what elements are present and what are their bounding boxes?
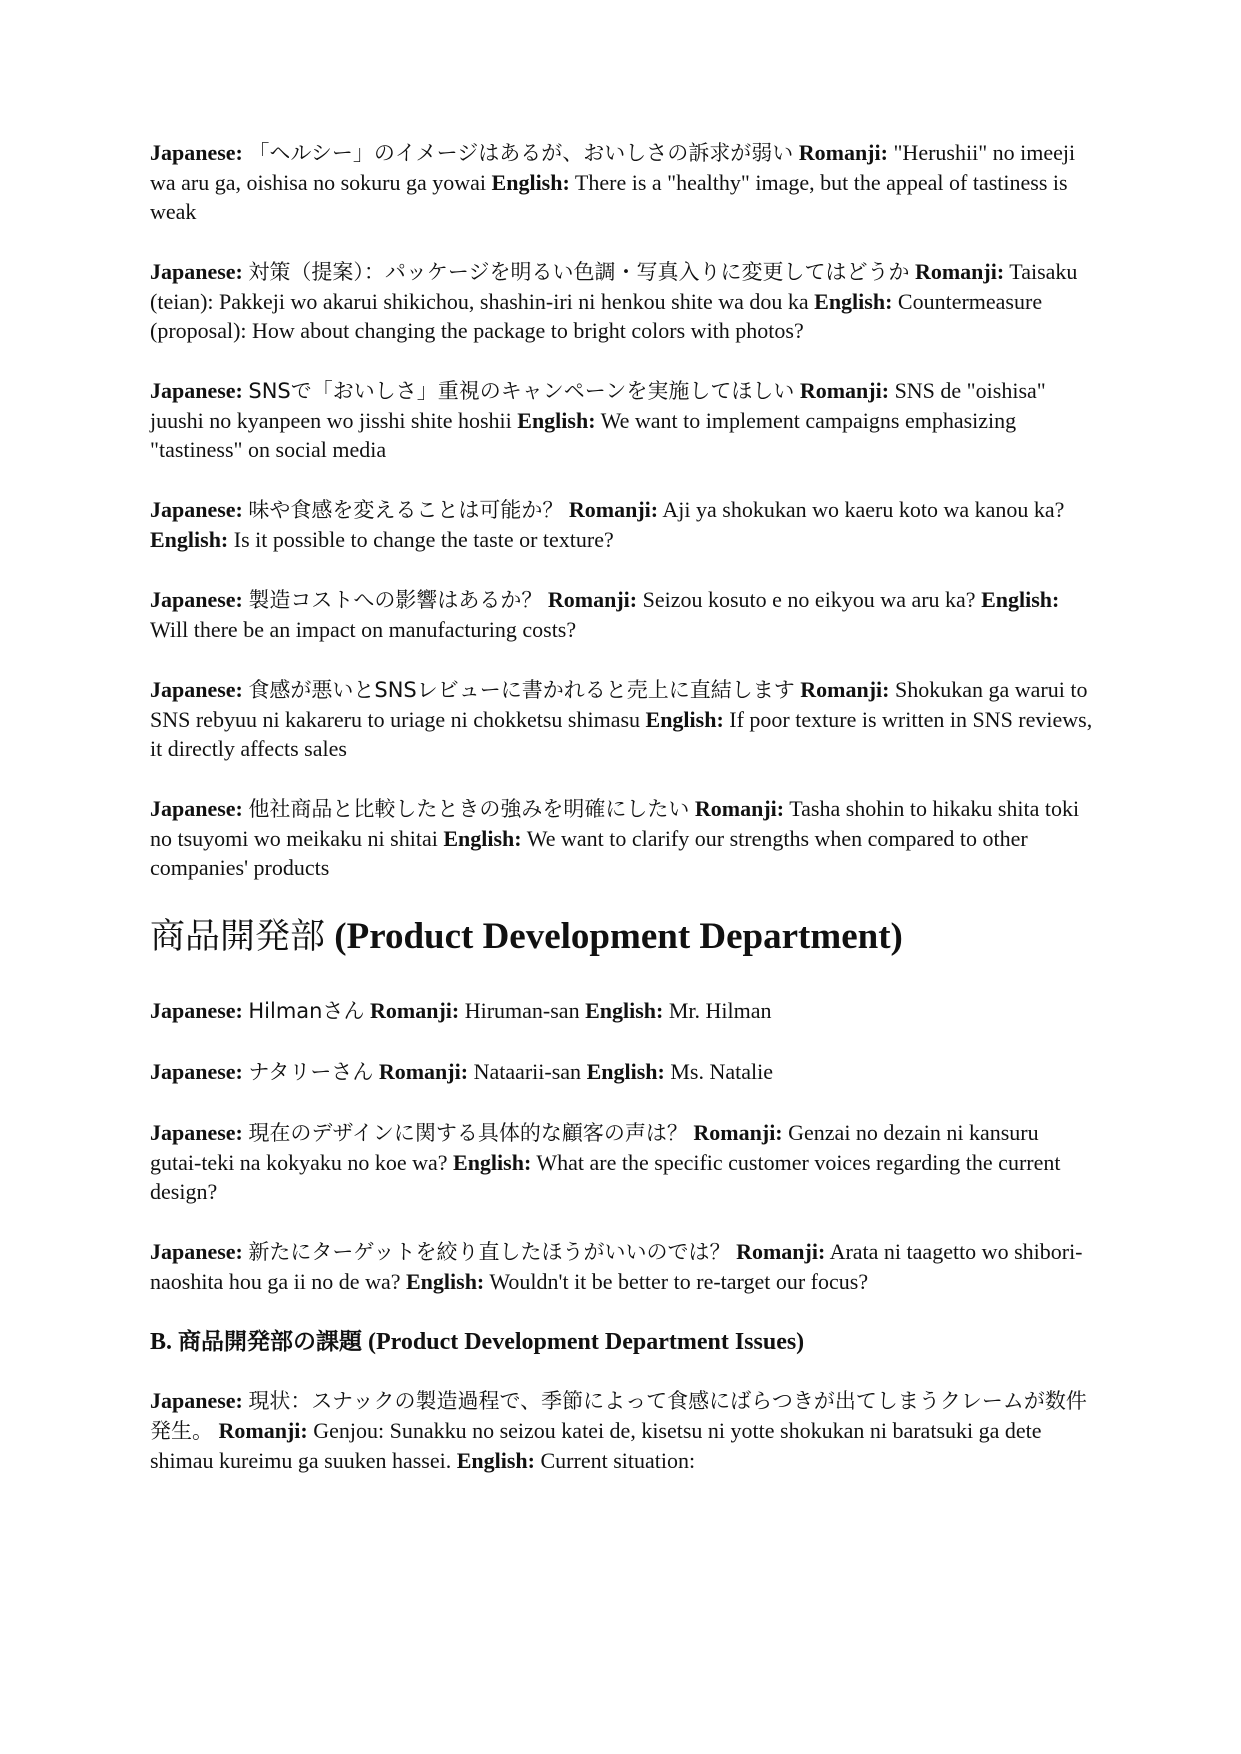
romanji-text: Genjou: Sunakku no seizou katei de, kisetsu ni yotte shokukan ni baratsuki ga dete shimau kureimu ga suuken hassei. xyxy=(150,1418,1042,1473)
japanese-label: Japanese: xyxy=(150,378,243,403)
romanji-text: Tasha shohin to hikaku shita toki no tsuyomi wo meikaku ni shitai xyxy=(150,796,1080,851)
romanji-text: Hiruman-san xyxy=(464,998,580,1023)
japanese-text: 食感が悪いとSNSレビューに書かれると売上に直結します xyxy=(248,678,795,702)
english-label: English: xyxy=(586,1059,665,1084)
english-text: We want to clarify our strengths when compared to other companies' products xyxy=(150,826,1028,880)
japanese-text: 対策（提案）：パッケージを明るい色調・写真入りに変更してはどうか xyxy=(248,260,910,284)
japanese-label: Japanese: xyxy=(150,1120,243,1145)
japanese-text: 現在のデザインに関する具体的な顧客の声は？ xyxy=(248,1121,688,1145)
entry-11 xyxy=(150,1237,1095,1296)
romanji-label: Romanji: xyxy=(547,587,638,612)
section-heading-japanese: 商品開発部 xyxy=(150,917,326,957)
romanji-label: Romanji: xyxy=(799,378,890,403)
english-text: Mr. Hilman xyxy=(668,998,772,1023)
romanji-text: Seizou kosuto e no eikyou wa aru ka? xyxy=(642,587,976,612)
japanese-text: 現状：スナックの製造過程で、季節によって食感にばらつきが出てしまうクレームが数件発生。 xyxy=(150,1389,1087,1443)
english-text: Is it possible to change the taste or texture? xyxy=(233,527,614,552)
romanji-text: Arata ni taagetto wo shibori-naoshita hou ga ii no de wa? xyxy=(150,1239,1083,1294)
english-text: Will there be an impact on manufacturing costs? xyxy=(150,617,577,642)
english-label: English: xyxy=(456,1448,535,1473)
entry-6 xyxy=(150,675,1095,763)
entry-10 xyxy=(150,1118,1095,1206)
japanese-text: ナタリーさん xyxy=(248,1060,374,1084)
english-text: Wouldn't it be better to re-target our focus? xyxy=(489,1269,869,1294)
japanese-text: 他社商品と比較したときの強みを明確にしたい xyxy=(248,797,690,821)
romanji-text: Nataarii-san xyxy=(473,1059,582,1084)
romanji-label: Romanji: xyxy=(378,1059,469,1084)
romanji-label: Romanji: xyxy=(370,998,460,1023)
japanese-label: Japanese: xyxy=(150,587,243,612)
romanji-text: Aji ya shokukan wo kaeru koto wa kanou ka? xyxy=(662,497,1065,522)
english-label: English: xyxy=(814,289,893,314)
entry-5 xyxy=(150,585,1095,644)
japanese-label: Japanese: xyxy=(150,998,243,1023)
japanese-label: Japanese: xyxy=(150,497,243,522)
entry-12 xyxy=(150,1386,1095,1475)
english-label: English: xyxy=(443,826,522,851)
entry-4 xyxy=(150,495,1095,554)
entry-2 xyxy=(150,257,1095,345)
english-label: English: xyxy=(645,707,724,732)
entry-3 xyxy=(150,376,1095,464)
english-text: If poor texture is written in SNS reviews, it directly affects sales xyxy=(150,707,1093,761)
english-label: English: xyxy=(491,170,570,195)
japanese-label: Japanese: xyxy=(150,140,243,165)
document-page xyxy=(150,138,1095,1506)
romanji-label: Romanji: xyxy=(568,497,659,522)
subsection-heading-english: (Product Development Department Issues) xyxy=(362,1329,805,1355)
english-text: There is a "healthy" image, but the appeal of tastiness is weak xyxy=(150,170,1068,224)
japanese-text: 「ヘルシー」のイメージはあるが、おいしさの訴求が弱い xyxy=(248,141,794,165)
romanji-label: Romanji: xyxy=(218,1418,308,1443)
english-label: English: xyxy=(453,1150,532,1175)
english-label: English: xyxy=(981,587,1060,612)
romanji-label: Romanji: xyxy=(694,796,785,821)
entry-9 xyxy=(150,1057,1095,1087)
japanese-text: Hilmanさん xyxy=(248,999,365,1023)
subsection-heading xyxy=(150,1327,1095,1357)
romanji-text: Taisaku (teian): Pakkeji wo akarui shikichou, shashin-iri ni henkou shite wa dou ka xyxy=(150,259,1078,314)
english-text: Countermeasure (proposal): How about changing the package to bright colors with photos? xyxy=(150,289,1043,343)
english-label: English: xyxy=(517,408,596,433)
subsection-heading-japanese: 商品開発部の課題 xyxy=(178,1329,363,1355)
english-label: English: xyxy=(585,998,664,1023)
english-label: English: xyxy=(406,1269,485,1294)
section-heading-english: (Product Development Department) xyxy=(325,916,903,957)
japanese-label: Japanese: xyxy=(150,677,243,702)
english-text: We want to implement campaigns emphasizing "tastiness" on social media xyxy=(150,408,1017,462)
japanese-label: Japanese: xyxy=(150,1388,243,1413)
romanji-label: Romanji: xyxy=(736,1239,826,1264)
japanese-text: 味や食感を変えることは可能か？ xyxy=(248,498,564,522)
japanese-label: Japanese: xyxy=(150,1059,243,1084)
english-text: What are the specific customer voices regarding the current design? xyxy=(150,1150,1061,1204)
english-text: Current situation: xyxy=(540,1448,696,1473)
japanese-text: 製造コストへの影響はあるか？ xyxy=(248,588,543,612)
romanji-text: SNS de "oishisa" juushi no kyanpeen wo jisshi shite hoshii xyxy=(150,378,1046,433)
entry-1 xyxy=(150,138,1095,226)
entry-8 xyxy=(150,996,1095,1026)
japanese-label: Japanese: xyxy=(150,259,243,284)
romanji-label: Romanji: xyxy=(693,1120,783,1145)
romanji-label: Romanji: xyxy=(798,140,888,165)
subsection-heading-prefix: B. xyxy=(150,1329,179,1355)
english-text: Ms. Natalie xyxy=(670,1059,773,1084)
romanji-text: "Herushii" no imeeji wa aru ga, oishisa no sokuru ga yowai xyxy=(150,140,1076,195)
entry-7 xyxy=(150,794,1095,882)
english-label: English: xyxy=(150,527,229,552)
romanji-text: Genzai no dezain ni kansuru gutai-teki na kokyaku no koe wa? xyxy=(150,1120,1039,1175)
section-heading xyxy=(150,915,1095,959)
japanese-label: Japanese: xyxy=(150,796,243,821)
romanji-label: Romanji: xyxy=(914,259,1005,284)
romanji-label: Romanji: xyxy=(800,677,890,702)
japanese-text: SNSで「おいしさ」重視のキャンペーンを実施してほしい xyxy=(248,379,795,403)
japanese-text: 新たにターゲットを絞り直したほうがいいのでは？ xyxy=(248,1240,731,1264)
japanese-label: Japanese: xyxy=(150,1239,243,1264)
romanji-text: Shokukan ga warui to SNS rebyuu ni kakareru to uriage ni chokketsu shimasu xyxy=(150,677,1088,732)
